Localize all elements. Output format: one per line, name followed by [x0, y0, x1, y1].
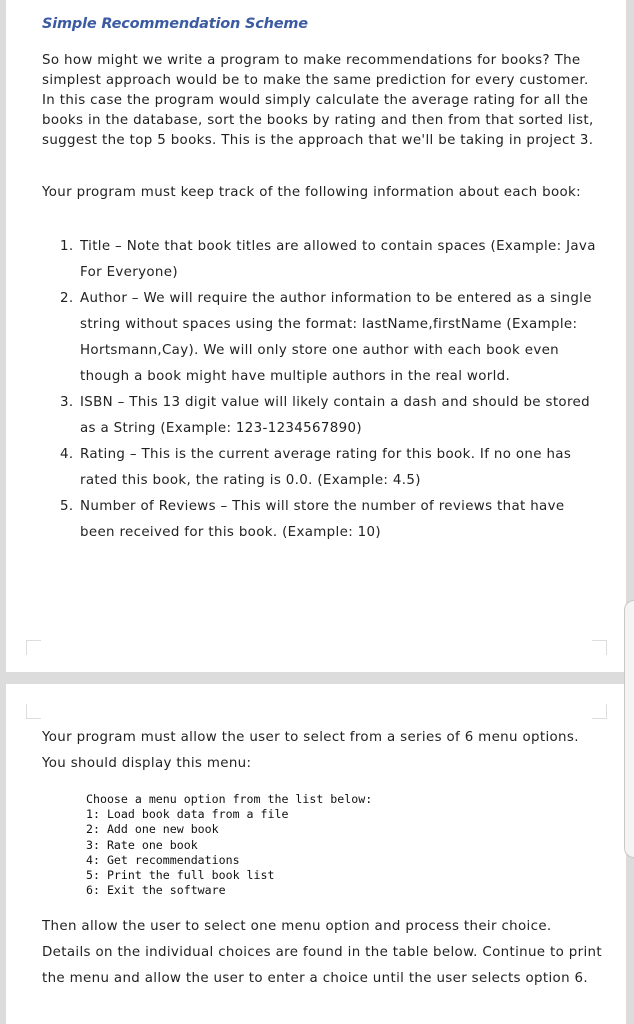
list-number: 3.	[60, 395, 74, 410]
info-paragraph: Your program must keep track of the following information about each book:	[42, 185, 581, 200]
list-item-text: Rating – This is the current average rating for this book. If no one has rated this book, the rating is 0.0. (Example: 4.5)	[80, 447, 572, 488]
list-item-text: Number of Reviews – This will store the number of reviews that have been received for this book. (Example: 10)	[80, 499, 565, 540]
list-item	[42, 494, 602, 546]
list-item	[42, 442, 602, 494]
menu-line: 1: Load book data from a file	[86, 807, 289, 822]
list-number: 2.	[60, 291, 74, 306]
book-fields-list	[42, 234, 602, 546]
menu-line: 5: Print the full book list	[86, 868, 275, 883]
list-item	[42, 286, 602, 390]
document-page-1	[6, 0, 626, 672]
list-item	[42, 234, 602, 286]
menu-instructions-paragraph: Then allow the user to select one menu option and process their choice. Details on the individual choices are found in the table below. Continue to print the menu and allow the user to enter a choice until the user selects option 6.	[42, 919, 602, 986]
document-page-2	[6, 684, 626, 1024]
menu-line: 2: Add one new book	[86, 822, 219, 837]
list-item-text: Author – We will require the author information to be entered as a single string without spaces using the format: lastName,firstName (Example: Hortsmann,Cay). We will only store one author with each book even though a book might have multiple authors in the real world.	[80, 291, 592, 384]
list-number: 5.	[60, 499, 74, 514]
page-corner-mark	[592, 640, 607, 655]
list-item-text: ISBN – This 13 digit value will likely contain a dash and should be stored as a String (Example: 123-1234567890)	[80, 395, 590, 436]
menu-code-block	[86, 792, 372, 898]
list-item	[42, 390, 602, 442]
page-corner-mark	[26, 640, 41, 655]
list-number: 4.	[60, 447, 74, 462]
menu-line: 3: Rate one book	[86, 837, 198, 852]
menu-line: 6: Exit the software	[86, 883, 226, 898]
list-number: 1.	[60, 239, 74, 254]
page-corner-mark	[592, 704, 607, 719]
menu-intro-paragraph: Your program must allow the user to select from a series of 6 menu options. You should display this menu:	[42, 730, 579, 771]
list-item-text: Title – Note that book titles are allowed to contain spaces (Example: Java For Everyone)	[80, 239, 596, 280]
menu-line: Choose a menu option from the list below:	[86, 792, 373, 806]
scroll-handle[interactable]	[624, 600, 634, 858]
intro-paragraph: So how might we write a program to make recommendations for books? The simplest approach would be to make the same prediction for every customer. In this case the program would simply calculate the average rating for all the books in the database, sort the books by rating and then from that sorted list, suggest the top 5 books. This is the approach that we'll be taking in project 3.	[42, 53, 594, 149]
section-heading: Simple Recommendation Scheme	[42, 16, 308, 32]
menu-line: 4: Get recommendations	[86, 852, 240, 867]
page-corner-mark	[26, 704, 41, 719]
